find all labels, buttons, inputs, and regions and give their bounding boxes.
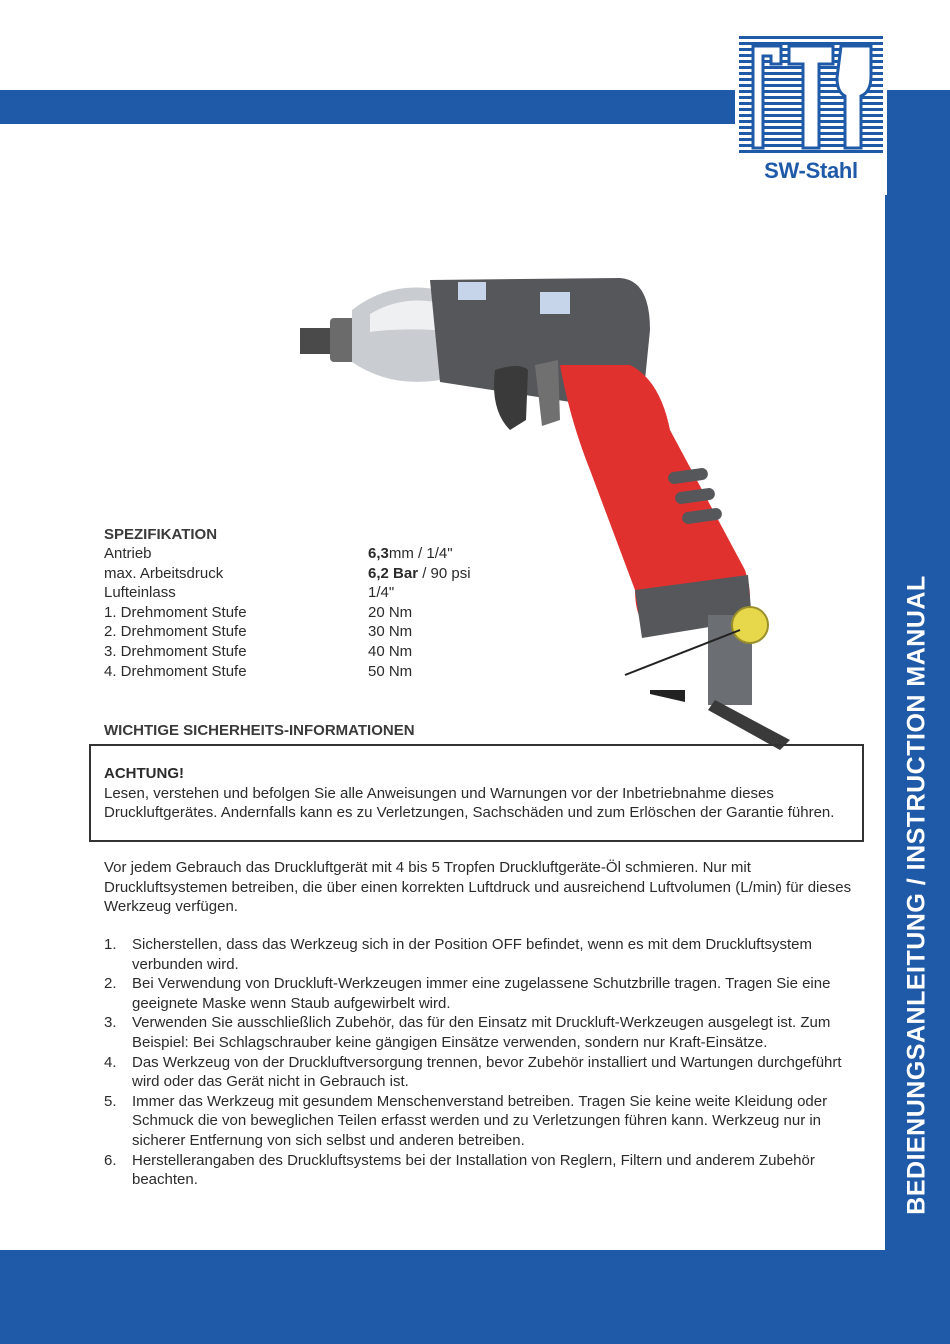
spec-label: 2. Drehmoment Stufe	[104, 623, 247, 641]
side-title: BEDIENUNGSANLEITUNG / INSTRUCTION MANUAL	[902, 575, 931, 1215]
spec-row	[104, 584, 524, 604]
spec-value: 1/4"	[368, 584, 395, 602]
spec-value: 50 Nm	[368, 662, 413, 680]
list-item	[104, 1013, 864, 1052]
spec-row	[104, 604, 524, 624]
list-number: 4.	[104, 1053, 117, 1071]
spec-label: max. Arbeitsdruck	[104, 564, 224, 582]
spec-value: 40 Nm	[368, 642, 413, 660]
spec-label: 1. Drehmoment Stufe	[104, 603, 247, 621]
impact-wrench-image	[290, 270, 810, 755]
spec-row	[104, 565, 524, 585]
spec-label: 4. Drehmoment Stufe	[104, 662, 247, 680]
list-text: Verwenden Sie ausschließlich Zubehör, das für den Einsatz mit Druckluft-Werkzeugen ausgelegt ist. Zum Beispiel: Bei Schlagschrauber keine gängigen Einsätze verwenden, sondern nur Kraft-Einsätze.	[132, 1014, 831, 1051]
spec-value: 20 Nm	[368, 603, 413, 621]
list-number: 1.	[104, 936, 117, 953]
list-item	[104, 935, 864, 974]
brand-name: SW-Stahl	[764, 158, 858, 183]
list-number: 2.	[104, 975, 117, 993]
spec-value: 6,2 Bar / 90 psi	[368, 564, 471, 582]
list-item	[104, 974, 864, 1013]
safety-heading: WICHTIGE SICHERHEITS-INFORMATIONEN	[104, 722, 415, 739]
spec-label: Antrieb	[104, 545, 152, 562]
list-item	[104, 1053, 864, 1092]
warning-text: Lesen, verstehen und befolgen Sie alle Anweisungen und Warnungen vor der Inbetriebnahme dieses Druckluftgerätes. Andernfalls kann es zu Verletzungen, Sachschäden und zum Erlöschen der Garantie führen.	[104, 784, 835, 822]
brand-logo	[735, 30, 887, 195]
list-number: 6.	[104, 1151, 117, 1169]
spec-row	[104, 663, 524, 683]
list-text: Herstellerangaben des Druckluftsystems bei der Installation von Reglern, Filtern und anderem Zubehör beachten.	[132, 1151, 815, 1189]
list-item	[104, 1151, 864, 1190]
warning-title: ACHTUNG!	[104, 765, 184, 782]
list-text: Immer das Werkzeug mit gesundem Menschenverstand betreiben. Tragen Sie keine weite Kleidung oder Schmuck die von beweglichen Teilen erfasst werden und zu Verletzungen führen kann. Werkzeug nur in sicherer Entfernung von sich selbst und anderen betreiben.	[132, 1092, 828, 1149]
spec-table	[104, 545, 524, 682]
list-number: 3.	[104, 1014, 117, 1032]
spec-value: 30 Nm	[368, 623, 413, 641]
spec-heading: SPEZIFIKATION	[104, 526, 218, 543]
list-item	[104, 1092, 864, 1151]
intro-paragraph: Vor jedem Gebrauch das Druckluftgerät mit 4 bis 5 Tropfen Druckluftgeräte-Öl schmieren. Nur mit Druckluftsystemen betreiben, die über einen korrekten Luftdruck und ausreichend Luftvolumen (L/min) für dieses Werkzeug verfügen.	[104, 859, 852, 916]
list-text: Sicherstellen, dass das Werkzeug sich in der Position OFF befindet, wenn es mit dem Druckluftsystem verbunden wird.	[132, 936, 813, 973]
spec-label: 3. Drehmoment Stufe	[104, 642, 247, 660]
wrench-logo-icon	[739, 36, 883, 156]
bottom-brand-band	[0, 1250, 950, 1344]
list-text: Das Werkzeug von der Druckluftversorgung trennen, bevor Zubehör installiert und Wartungen durchgeführt wird oder das Gerät nicht in Gebrauch ist.	[132, 1053, 842, 1091]
list-number: 5.	[104, 1092, 117, 1110]
warning-box	[89, 744, 864, 842]
spec-row	[104, 623, 524, 643]
spec-value: 6,3mm / 1/4"	[368, 545, 453, 562]
spec-label: Lufteinlass	[104, 584, 176, 602]
spec-row	[104, 643, 524, 663]
safety-rules-list	[104, 935, 864, 1190]
list-text: Bei Verwendung von Druckluft-Werkzeugen immer eine zugelassene Schutzbrille tragen. Tragen Sie eine geeignete Maske wenn Staub aufgewirbelt wird.	[132, 975, 831, 1012]
spec-row	[104, 545, 524, 565]
